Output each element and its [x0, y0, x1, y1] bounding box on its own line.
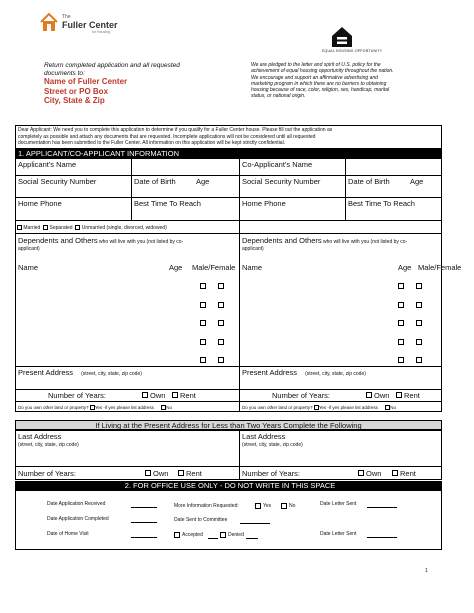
male-checkbox[interactable]	[200, 283, 206, 289]
co-last-address-note: (street, city, state, zip code)	[242, 442, 303, 448]
dependents-title: Dependents and Others	[242, 236, 322, 245]
co-own-label: Own	[374, 391, 390, 400]
co-own-checkbox[interactable]	[366, 392, 372, 398]
section-1-header: 1. APPLICANT/CO-APPLICANT INFORMATION	[15, 149, 442, 158]
more-info-no-label: No	[289, 503, 296, 509]
prev-own-checkbox[interactable]	[145, 470, 151, 476]
female-checkbox[interactable]	[218, 302, 224, 308]
co-present-address-label	[242, 368, 366, 377]
pledge-line: status, or national origin.	[251, 93, 306, 100]
married-checkbox[interactable]	[17, 225, 22, 230]
dependent-age-header: Age	[169, 263, 183, 272]
prev-number-of-years-label: Number of Years:	[18, 469, 76, 478]
page-number: 1	[425, 568, 428, 574]
co-prev-rent-label: Rent	[400, 469, 416, 478]
co-rent-checkbox[interactable]	[396, 392, 402, 398]
intro-box	[15, 125, 442, 149]
co-no-checkbox[interactable]	[385, 405, 390, 410]
no-label: No	[390, 405, 396, 410]
co-number-of-years-label: Number of Years:	[272, 391, 330, 400]
yes-checkbox[interactable]	[90, 405, 95, 410]
co-male-checkbox[interactable]	[398, 283, 404, 289]
co-dependent-age-header: Age	[398, 263, 412, 272]
more-info-label: More Information Requested:	[174, 503, 239, 509]
row-divider	[15, 233, 442, 234]
row-divider	[15, 175, 442, 176]
house-logo-icon	[40, 12, 58, 32]
prev-own-label: Own	[153, 469, 169, 478]
present-address-title: Present Address	[18, 368, 74, 377]
address-line: City, State & Zip	[44, 96, 105, 105]
dob-label: Date of Birth	[134, 177, 176, 186]
date-letter-sent-label: Date Letter Sent	[320, 501, 357, 507]
cell-mask	[132, 159, 238, 174]
co-male-checkbox[interactable]	[398, 302, 404, 308]
date-home-visit-field[interactable]	[131, 537, 157, 538]
present-address-label	[18, 368, 142, 377]
logo-subtitle: for Housing	[92, 30, 110, 34]
date-committee-field[interactable]	[240, 523, 270, 524]
unmarried-checkbox[interactable]	[75, 225, 80, 230]
prev-rent-label: Rent	[186, 469, 202, 478]
accepted-field[interactable]	[208, 538, 218, 539]
ssn-label: Social Security Number	[18, 177, 97, 186]
cell-mask	[346, 159, 441, 174]
prev-rent-checkbox[interactable]	[178, 470, 184, 476]
co-prev-own-label: Own	[366, 469, 382, 478]
other-land-question: Do you own other land or property?	[18, 405, 89, 410]
no-label: No	[166, 405, 172, 410]
accepted-checkbox[interactable]	[174, 532, 180, 538]
pledge-line: We are pledged to the letter and spirit of U.S. policy for the	[251, 62, 381, 68]
denied-field[interactable]	[246, 538, 258, 539]
logo-title: The	[62, 14, 71, 20]
row-divider	[15, 366, 442, 367]
row-divider	[15, 401, 442, 402]
denied-checkbox[interactable]	[220, 532, 226, 538]
more-info-yes-label: Yes	[263, 503, 272, 509]
best-time-label: Best Time To Reach	[134, 199, 201, 208]
dependents-note: who will live with you (not listed by co-	[321, 239, 408, 245]
co-home-phone-label: Home Phone	[242, 199, 286, 208]
co-other-land-label	[242, 404, 396, 410]
co-applicant-name-label: Co-Applicant's Name	[242, 160, 313, 169]
separated-label: Separated	[49, 225, 73, 231]
last-address-label	[18, 432, 61, 441]
column-divider	[239, 430, 240, 480]
pledge-line: marketing program in which there are no barriers to obtaining	[251, 80, 387, 87]
no-checkbox[interactable]	[161, 405, 166, 410]
age-label: Age	[196, 177, 210, 186]
return-line: Return completed application and all requested	[44, 62, 180, 69]
female-checkbox[interactable]	[218, 283, 224, 289]
date-letter-sent-2-field[interactable]	[367, 537, 397, 538]
co-female-checkbox[interactable]	[416, 283, 422, 289]
number-of-years-label: Number of Years:	[48, 391, 106, 400]
co-dob-label: Date of Birth	[348, 177, 390, 186]
male-checkbox[interactable]	[200, 320, 206, 326]
co-dependent-name-header: Name	[242, 263, 263, 272]
row-divider	[15, 220, 442, 221]
equal-housing-label: EQUAL HOUSING OPPORTUNITY	[322, 49, 383, 53]
own-label: Own	[150, 391, 166, 400]
pledge-line: achievement of equal housing opportunity throughout the nation.	[251, 68, 394, 75]
dependents-note: who will live with you (not listed by co-	[97, 239, 184, 245]
co-dependent-sex-header: Male/Female	[418, 263, 462, 272]
co-female-checkbox[interactable]	[416, 302, 422, 308]
co-dependents-label	[242, 236, 407, 245]
accepted-label: Accepted	[182, 532, 203, 538]
date-letter-sent-field[interactable]	[367, 507, 397, 508]
co-age-label: Age	[410, 177, 424, 186]
address-line: Street or PO Box	[44, 86, 109, 96]
co-prev-own-checkbox[interactable]	[358, 470, 364, 476]
date-completed-label: Date Application Completed	[47, 516, 109, 522]
co-male-checkbox[interactable]	[398, 320, 404, 326]
address-line: Name of Fuller Center	[44, 77, 128, 86]
applicant-name-label: Applicant's Name	[18, 160, 77, 169]
rent-label: Rent	[180, 391, 196, 400]
co-dependents-note-2: applicant)	[242, 246, 264, 252]
previous-address-header: If Living at the Present Address for Less than Two Years Complete the Following	[15, 420, 442, 430]
male-checkbox[interactable]	[200, 339, 206, 345]
address-note: (street, city, state, zip code)	[81, 371, 142, 377]
male-checkbox[interactable]	[200, 302, 206, 308]
marital-status-row	[17, 224, 167, 231]
row-divider	[15, 389, 442, 390]
intro-line: Dear Applicant: We need you to complete this application to determine if you qualify for a Fuller Center house. Please fill out the application as	[18, 127, 333, 133]
co-ssn-label: Social Security Number	[242, 177, 321, 186]
row-divider	[15, 466, 442, 467]
dependent-sex-header: Male/Female	[192, 263, 236, 272]
co-female-checkbox[interactable]	[416, 320, 422, 326]
home-phone-label: Home Phone	[18, 199, 62, 208]
date-received-field[interactable]	[131, 507, 157, 508]
fuller-center-logo	[40, 12, 150, 36]
male-checkbox[interactable]	[200, 357, 206, 363]
denied-label: Denied	[228, 532, 244, 538]
date-committee-label: Date Sent to Committee	[174, 517, 228, 523]
return-line: documents to:	[44, 70, 85, 77]
dependent-name-header: Name	[18, 263, 39, 272]
date-received-label: Date Application Received	[47, 501, 106, 507]
married-label: Married	[23, 225, 41, 231]
yes-list-label: Yes -if yes please list address	[318, 405, 378, 410]
intro-line: documentation has been submitted to the Fuller Center. All information on this application will be kept strictly confidential.	[18, 140, 286, 146]
unmarried-label: Unmarried (single, divorced, widowed)	[81, 225, 167, 231]
row-divider	[15, 197, 442, 198]
more-info-yes-checkbox[interactable]	[255, 503, 261, 509]
intro-line: completely as possible and attach any documents that are requested. Incomplete applications will not be considered until all requested	[18, 133, 316, 140]
female-checkbox[interactable]	[218, 339, 224, 345]
equal-housing-icon	[330, 26, 354, 48]
dependents-label	[18, 236, 183, 245]
pledge-line: housing because of race, color, religion, sex, handicap, marital	[251, 87, 390, 94]
date-completed-field[interactable]	[131, 522, 157, 523]
co-last-address-label: Last Address	[242, 432, 286, 441]
separated-checkbox[interactable]	[43, 225, 48, 230]
other-land-question: Do you own other land or property?	[242, 405, 313, 410]
co-female-checkbox[interactable]	[416, 339, 422, 345]
return-address	[44, 77, 127, 106]
address-note: (street, city, state, zip code)	[305, 371, 366, 377]
female-checkbox[interactable]	[218, 357, 224, 363]
co-prev-rent-checkbox[interactable]	[392, 470, 398, 476]
rent-checkbox[interactable]	[172, 392, 178, 398]
co-prev-number-of-years-label: Number of Years:	[242, 469, 300, 478]
co-female-checkbox[interactable]	[416, 357, 422, 363]
other-land-label	[18, 404, 172, 410]
yes-list-label: Yes -if yes please list address	[94, 405, 154, 410]
last-address-title: Last Address	[18, 432, 62, 441]
co-male-checkbox[interactable]	[398, 339, 404, 345]
co-rent-label: Rent	[404, 391, 420, 400]
co-male-checkbox[interactable]	[398, 357, 404, 363]
return-instructions	[44, 62, 224, 78]
own-checkbox[interactable]	[142, 392, 148, 398]
pledge-line: We encourage and support an affirmative advertising and	[251, 74, 378, 81]
date-home-visit-label: Date of Home Visit	[47, 531, 89, 537]
co-best-time-label: Best Time To Reach	[348, 199, 415, 208]
logo-name: Fuller Center	[62, 20, 118, 30]
section-2-header: 2. FOR OFFICE USE ONLY - DO NOT WRITE IN THIS SPACE	[15, 481, 442, 490]
dependents-note-2: applicant)	[18, 246, 40, 252]
present-address-title: Present Address	[242, 368, 298, 377]
co-yes-checkbox[interactable]	[314, 405, 319, 410]
last-address-note: (street, city, state, zip code)	[18, 442, 79, 448]
dependents-title: Dependents and Others	[18, 236, 98, 245]
date-letter-sent-2-label: Date Letter Sent	[320, 531, 357, 537]
female-checkbox[interactable]	[218, 320, 224, 326]
more-info-no-checkbox[interactable]	[281, 503, 287, 509]
equal-housing-pledge	[251, 62, 441, 100]
